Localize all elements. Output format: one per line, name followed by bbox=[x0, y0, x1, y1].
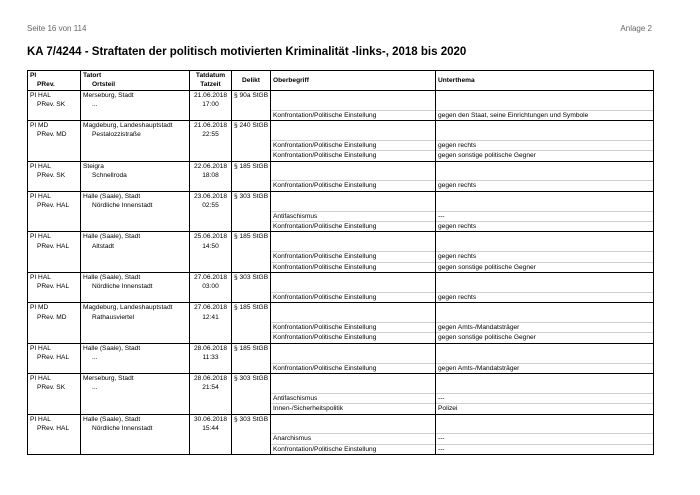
record-subrow bbox=[28, 292, 654, 302]
delikt-cell: § 303 StGB bbox=[232, 374, 271, 384]
tatort-cell: Halle (Saale), Stadt bbox=[81, 273, 190, 283]
delikt-cell: § 240 StGB bbox=[232, 121, 271, 131]
tatzeit-cell: 22:55 bbox=[190, 130, 232, 140]
tatort-cell bbox=[81, 444, 190, 454]
tatdatum-cell: 28.06.2018 bbox=[190, 343, 232, 353]
record-row bbox=[28, 121, 654, 131]
oberbegriff-cell bbox=[271, 424, 436, 434]
tatort-cell bbox=[81, 333, 190, 343]
unterthema-cell bbox=[436, 424, 654, 434]
tatort-cell bbox=[81, 292, 190, 302]
delikt-cell bbox=[232, 434, 271, 444]
delikt-cell bbox=[232, 242, 271, 252]
oberbegriff-cell: Konfrontation/Politische Einstellung bbox=[271, 151, 436, 161]
oberbegriff-cell bbox=[271, 191, 436, 201]
tatort-cell: Magdeburg, Landeshauptstadt bbox=[81, 303, 190, 313]
record-subrow bbox=[28, 201, 654, 211]
header-prev: PRev. bbox=[28, 80, 81, 90]
pi-cell: PI HAL bbox=[28, 374, 81, 384]
unterthema-cell bbox=[436, 414, 654, 424]
pi-cell: PI HAL bbox=[28, 343, 81, 353]
pi-cell bbox=[28, 262, 81, 272]
tatdatum-cell bbox=[190, 252, 232, 262]
oberbegriff-cell bbox=[271, 90, 436, 100]
tatdatum-cell: 27.06.2018 bbox=[190, 303, 232, 313]
oberbegriff-cell bbox=[271, 303, 436, 313]
tatdatum-cell bbox=[190, 333, 232, 343]
unterthema-cell: --- bbox=[436, 444, 654, 454]
unterthema-cell: --- bbox=[436, 434, 654, 444]
pi-cell bbox=[28, 292, 81, 302]
record-subrow bbox=[28, 100, 654, 110]
oberbegriff-cell bbox=[271, 201, 436, 211]
tatort-cell bbox=[81, 110, 190, 120]
record-subrow bbox=[28, 130, 654, 140]
delikt-cell bbox=[232, 444, 271, 454]
ortsteil-cell: Nördliche Innenstadt bbox=[81, 282, 190, 292]
tatdatum-cell: 30.06.2018 bbox=[190, 414, 232, 424]
unterthema-cell bbox=[436, 121, 654, 131]
tatzeit-cell: 14:50 bbox=[190, 242, 232, 252]
header-unterthema: Unterthema bbox=[436, 71, 654, 91]
delikt-cell bbox=[232, 393, 271, 403]
delikt-cell bbox=[232, 424, 271, 434]
tatort-cell: Steigra bbox=[81, 161, 190, 171]
record-subrow bbox=[28, 211, 654, 221]
oberbegriff-cell bbox=[271, 383, 436, 393]
delikt-cell bbox=[232, 110, 271, 120]
unterthema-cell: gegen rechts bbox=[436, 292, 654, 302]
oberbegriff-cell: Konfrontation/Politische Einstellung bbox=[271, 140, 436, 150]
record-subrow bbox=[28, 323, 654, 333]
delikt-cell: § 185 StGB bbox=[232, 343, 271, 353]
record-row bbox=[28, 343, 654, 353]
tatort-cell bbox=[81, 222, 190, 232]
oberbegriff-cell bbox=[271, 313, 436, 323]
tatort-cell: Merseburg, Stadt bbox=[81, 374, 190, 384]
oberbegriff-cell: Konfrontation/Politische Einstellung bbox=[271, 252, 436, 262]
delikt-cell bbox=[232, 181, 271, 191]
oberbegriff-cell: Konfrontation/Politische Einstellung bbox=[271, 262, 436, 272]
tatzeit-cell: 11:33 bbox=[190, 353, 232, 363]
oberbegriff-cell bbox=[271, 171, 436, 181]
oberbegriff-cell: Antifaschismus bbox=[271, 393, 436, 403]
tatdatum-cell bbox=[190, 110, 232, 120]
unterthema-cell bbox=[436, 313, 654, 323]
delikt-cell bbox=[232, 100, 271, 110]
pi-cell bbox=[28, 140, 81, 150]
tatort-cell bbox=[81, 262, 190, 272]
tatort-cell bbox=[81, 211, 190, 221]
delikt-cell: § 303 StGB bbox=[232, 273, 271, 283]
record-subrow bbox=[28, 282, 654, 292]
record-row bbox=[28, 191, 654, 201]
unterthema-cell bbox=[436, 90, 654, 100]
pi-cell: PI HAL bbox=[28, 414, 81, 424]
record-row bbox=[28, 273, 654, 283]
unterthema-cell bbox=[436, 374, 654, 384]
unterthema-cell: gegen sonstige politische Gegner bbox=[436, 262, 654, 272]
record-subrow bbox=[28, 242, 654, 252]
unterthema-cell bbox=[436, 343, 654, 353]
unterthema-cell: gegen rechts bbox=[436, 181, 654, 191]
pi-cell bbox=[28, 363, 81, 373]
pi-cell bbox=[28, 323, 81, 333]
record-subrow bbox=[28, 110, 654, 120]
unterthema-cell bbox=[436, 171, 654, 181]
delikt-cell: § 303 StGB bbox=[232, 191, 271, 201]
tatdatum-cell: 21.06.2018 bbox=[190, 90, 232, 100]
delikt-cell bbox=[232, 140, 271, 150]
record-subrow bbox=[28, 404, 654, 414]
pi-cell bbox=[28, 151, 81, 161]
unterthema-cell: gegen sonstige politische Gegner bbox=[436, 333, 654, 343]
tatort-cell bbox=[81, 434, 190, 444]
pi-cell: PI HAL bbox=[28, 90, 81, 100]
prev-cell: PRev. MD bbox=[28, 130, 81, 140]
pi-cell bbox=[28, 393, 81, 403]
tatdatum-cell bbox=[190, 222, 232, 232]
delikt-cell bbox=[232, 363, 271, 373]
ortsteil-cell: ... bbox=[81, 383, 190, 393]
pi-cell bbox=[28, 252, 81, 262]
pi-cell bbox=[28, 404, 81, 414]
tatort-cell: Halle (Saale), Stadt bbox=[81, 191, 190, 201]
tatdatum-cell bbox=[190, 444, 232, 454]
header-oberbegriff: Oberbegriff bbox=[271, 71, 436, 91]
ortsteil-cell: ... bbox=[81, 353, 190, 363]
delikt-cell bbox=[232, 151, 271, 161]
record-subrow bbox=[28, 333, 654, 343]
record-subrow bbox=[28, 363, 654, 373]
tatort-cell bbox=[81, 181, 190, 191]
delikt-cell: § 185 StGB bbox=[232, 303, 271, 313]
record-row bbox=[28, 232, 654, 242]
tatdatum-cell bbox=[190, 434, 232, 444]
record-subrow bbox=[28, 353, 654, 363]
tatdatum-cell: 25.06.2018 bbox=[190, 232, 232, 242]
oberbegriff-cell bbox=[271, 374, 436, 384]
oberbegriff-cell: Konfrontation/Politische Einstellung bbox=[271, 323, 436, 333]
tatdatum-cell bbox=[190, 181, 232, 191]
ortsteil-cell: Nördliche Innenstadt bbox=[81, 201, 190, 211]
oberbegriff-cell: Konfrontation/Politische Einstellung bbox=[271, 444, 436, 454]
record-row bbox=[28, 161, 654, 171]
oberbegriff-cell: Konfrontation/Politische Einstellung bbox=[271, 181, 436, 191]
tatdatum-cell bbox=[190, 323, 232, 333]
unterthema-cell bbox=[436, 201, 654, 211]
header-ortsteil: Ortsteil bbox=[81, 80, 190, 90]
record-subrow bbox=[28, 151, 654, 161]
unterthema-cell: gegen den Staat, seine Einrichtungen und Symbole bbox=[436, 110, 654, 120]
header-delikt: Delikt bbox=[232, 71, 271, 91]
tatdatum-cell bbox=[190, 262, 232, 272]
pi-cell: PI MD bbox=[28, 303, 81, 313]
pi-cell bbox=[28, 110, 81, 120]
record-row bbox=[28, 414, 654, 424]
delikt-cell bbox=[232, 262, 271, 272]
header-pi: PI bbox=[28, 71, 81, 81]
oberbegriff-cell bbox=[271, 273, 436, 283]
document-title: KA 7/4244 - Straftaten der politisch motivierten Kriminalität -links-, 2018 bis 2020 bbox=[27, 46, 467, 58]
pi-cell: PI HAL bbox=[28, 273, 81, 283]
record-subrow bbox=[28, 222, 654, 232]
unterthema-cell bbox=[436, 273, 654, 283]
tatdatum-cell bbox=[190, 140, 232, 150]
pi-cell bbox=[28, 222, 81, 232]
tatort-cell bbox=[81, 140, 190, 150]
page-number: Seite 16 von 114 bbox=[27, 24, 87, 33]
oberbegriff-cell bbox=[271, 282, 436, 292]
unterthema-cell: gegen Amts-/Mandatsträger bbox=[436, 363, 654, 373]
unterthema-cell: gegen Amts-/Mandatsträger bbox=[436, 323, 654, 333]
tatort-cell: Magdeburg, Landeshauptstadt bbox=[81, 121, 190, 131]
ortsteil-cell: Altstadt bbox=[81, 242, 190, 252]
unterthema-cell bbox=[436, 100, 654, 110]
prev-cell: PRev. SK bbox=[28, 100, 81, 110]
unterthema-cell: gegen sonstige politische Gegner bbox=[436, 151, 654, 161]
tatdatum-cell bbox=[190, 404, 232, 414]
unterthema-cell: gegen rechts bbox=[436, 222, 654, 232]
tatort-cell bbox=[81, 363, 190, 373]
crime-table bbox=[27, 70, 654, 455]
unterthema-cell: Polizei bbox=[436, 404, 654, 414]
prev-cell: PRev. SK bbox=[28, 171, 81, 181]
tatdatum-cell bbox=[190, 393, 232, 403]
header-tatort: Tatort bbox=[81, 71, 190, 81]
delikt-cell bbox=[232, 333, 271, 343]
tatort-cell bbox=[81, 252, 190, 262]
pi-cell: PI HAL bbox=[28, 191, 81, 201]
delikt-cell bbox=[232, 383, 271, 393]
prev-cell: PRev. HAL bbox=[28, 424, 81, 434]
delikt-cell bbox=[232, 404, 271, 414]
oberbegriff-cell bbox=[271, 232, 436, 242]
tatdatum-cell: 22.06.2018 bbox=[190, 161, 232, 171]
record-subrow bbox=[28, 140, 654, 150]
oberbegriff-cell bbox=[271, 242, 436, 252]
tatzeit-cell: 21:54 bbox=[190, 383, 232, 393]
unterthema-cell bbox=[436, 232, 654, 242]
oberbegriff-cell: Innen-/Sicherheitspolitik bbox=[271, 404, 436, 414]
tatort-cell: Merseburg, Stadt bbox=[81, 90, 190, 100]
delikt-cell bbox=[232, 282, 271, 292]
record-row bbox=[28, 374, 654, 384]
tatzeit-cell: 15:44 bbox=[190, 424, 232, 434]
oberbegriff-cell bbox=[271, 130, 436, 140]
delikt-cell bbox=[232, 171, 271, 181]
unterthema-cell bbox=[436, 191, 654, 201]
oberbegriff-cell: Konfrontation/Politische Einstellung bbox=[271, 292, 436, 302]
delikt-cell: § 185 StGB bbox=[232, 161, 271, 171]
unterthema-cell: --- bbox=[436, 211, 654, 221]
delikt-cell bbox=[232, 130, 271, 140]
tatort-cell: Halle (Saale), Stadt bbox=[81, 232, 190, 242]
tatort-cell bbox=[81, 151, 190, 161]
tatort-cell: Halle (Saale), Stadt bbox=[81, 343, 190, 353]
tatdatum-cell bbox=[190, 363, 232, 373]
prev-cell: PRev. MD bbox=[28, 313, 81, 323]
record-subrow bbox=[28, 262, 654, 272]
delikt-cell bbox=[232, 313, 271, 323]
unterthema-cell bbox=[436, 303, 654, 313]
tatdatum-cell: 21.06.2018 bbox=[190, 121, 232, 131]
header-tatdatum: Tatdatum bbox=[190, 71, 232, 81]
record-subrow bbox=[28, 393, 654, 403]
record-subrow bbox=[28, 434, 654, 444]
delikt-cell bbox=[232, 222, 271, 232]
delikt-cell bbox=[232, 292, 271, 302]
tatzeit-cell: 03:00 bbox=[190, 282, 232, 292]
unterthema-cell bbox=[436, 242, 654, 252]
ortsteil-cell: ... bbox=[81, 100, 190, 110]
ortsteil-cell: Rathausviertel bbox=[81, 313, 190, 323]
oberbegriff-cell: Konfrontation/Politische Einstellung bbox=[271, 110, 436, 120]
pi-cell bbox=[28, 333, 81, 343]
delikt-cell: § 185 StGB bbox=[232, 232, 271, 242]
unterthema-cell: --- bbox=[436, 393, 654, 403]
oberbegriff-cell: Antifaschismus bbox=[271, 211, 436, 221]
unterthema-cell bbox=[436, 353, 654, 363]
table-body bbox=[28, 90, 654, 454]
oberbegriff-cell bbox=[271, 100, 436, 110]
prev-cell: PRev. HAL bbox=[28, 282, 81, 292]
attachment-label: Anlage 2 bbox=[620, 24, 652, 33]
oberbegriff-cell: Konfrontation/Politische Einstellung bbox=[271, 333, 436, 343]
record-subrow bbox=[28, 313, 654, 323]
tatort-cell: Halle (Saale), Stadt bbox=[81, 414, 190, 424]
pi-cell bbox=[28, 444, 81, 454]
record-row bbox=[28, 90, 654, 100]
tatdatum-cell bbox=[190, 292, 232, 302]
pi-cell: PI HAL bbox=[28, 232, 81, 242]
record-subrow bbox=[28, 383, 654, 393]
tatzeit-cell: 17:00 bbox=[190, 100, 232, 110]
tatort-cell bbox=[81, 323, 190, 333]
tatdatum-cell bbox=[190, 211, 232, 221]
delikt-cell bbox=[232, 201, 271, 211]
record-subrow bbox=[28, 252, 654, 262]
prev-cell: PRev. HAL bbox=[28, 201, 81, 211]
unterthema-cell bbox=[436, 161, 654, 171]
delikt-cell bbox=[232, 252, 271, 262]
oberbegriff-cell bbox=[271, 414, 436, 424]
record-subrow bbox=[28, 424, 654, 434]
record-row bbox=[28, 303, 654, 313]
delikt-cell bbox=[232, 353, 271, 363]
oberbegriff-cell bbox=[271, 121, 436, 131]
unterthema-cell bbox=[436, 282, 654, 292]
tatzeit-cell: 18:08 bbox=[190, 171, 232, 181]
oberbegriff-cell bbox=[271, 343, 436, 353]
record-subrow bbox=[28, 181, 654, 191]
oberbegriff-cell bbox=[271, 161, 436, 171]
pi-cell bbox=[28, 211, 81, 221]
unterthema-cell: gegen rechts bbox=[436, 252, 654, 262]
pi-cell: PI HAL bbox=[28, 161, 81, 171]
pi-cell bbox=[28, 434, 81, 444]
tatdatum-cell: 23.06.2018 bbox=[190, 191, 232, 201]
unterthema-cell bbox=[436, 130, 654, 140]
oberbegriff-cell bbox=[271, 353, 436, 363]
ortsteil-cell: Pestalozzistraße bbox=[81, 130, 190, 140]
ortsteil-cell: Schnellroda bbox=[81, 171, 190, 181]
tatort-cell bbox=[81, 404, 190, 414]
delikt-cell: § 303 StGB bbox=[232, 414, 271, 424]
prev-cell: PRev. HAL bbox=[28, 242, 81, 252]
record-subrow bbox=[28, 171, 654, 181]
tatzeit-cell: 12:41 bbox=[190, 313, 232, 323]
oberbegriff-cell: Konfrontation/Politische Einstellung bbox=[271, 222, 436, 232]
delikt-cell: § 90a StGB bbox=[232, 90, 271, 100]
prev-cell: PRev. HAL bbox=[28, 353, 81, 363]
ortsteil-cell: Nördliche Innenstadt bbox=[81, 424, 190, 434]
oberbegriff-cell: Konfrontation/Politische Einstellung bbox=[271, 363, 436, 373]
oberbegriff-cell: Anarchismus bbox=[271, 434, 436, 444]
tatzeit-cell: 02:55 bbox=[190, 201, 232, 211]
delikt-cell bbox=[232, 323, 271, 333]
delikt-cell bbox=[232, 211, 271, 221]
prev-cell: PRev. SK bbox=[28, 383, 81, 393]
pi-cell: PI MD bbox=[28, 121, 81, 131]
tatdatum-cell bbox=[190, 151, 232, 161]
unterthema-cell bbox=[436, 383, 654, 393]
tatort-cell bbox=[81, 393, 190, 403]
pi-cell bbox=[28, 181, 81, 191]
tatdatum-cell: 28.06.2018 bbox=[190, 374, 232, 384]
header-tatzeit: Tatzeit bbox=[190, 80, 232, 90]
record-subrow bbox=[28, 444, 654, 454]
unterthema-cell: gegen rechts bbox=[436, 140, 654, 150]
tatdatum-cell: 27.06.2018 bbox=[190, 273, 232, 283]
